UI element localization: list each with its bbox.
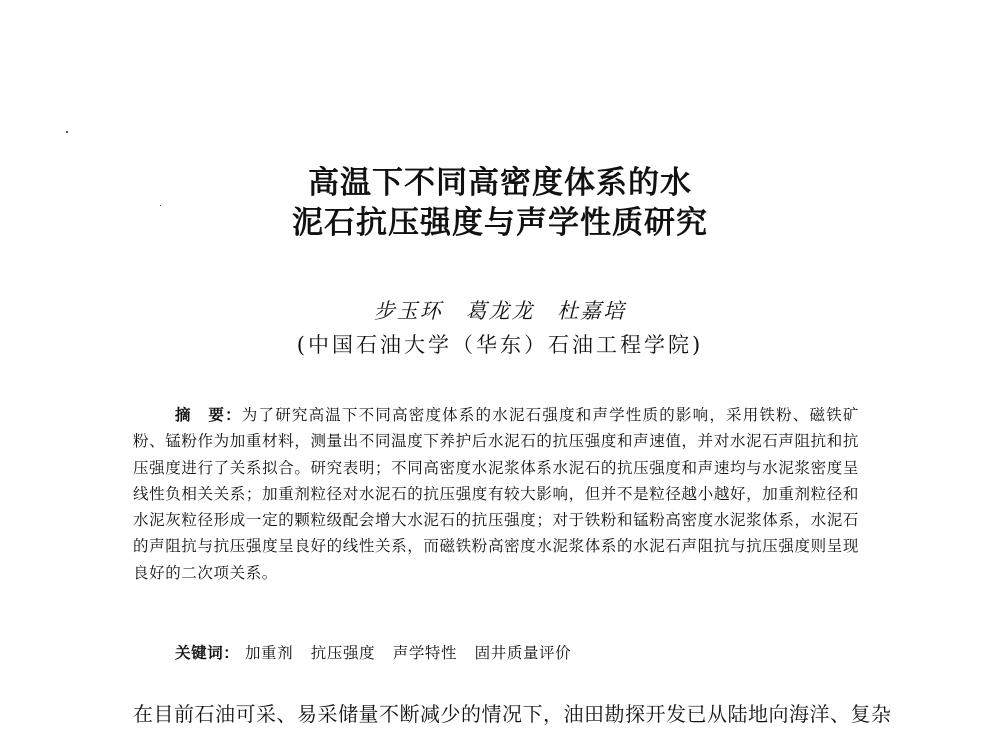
abstract-label: 摘 要： — [175, 405, 242, 424]
scan-speck — [66, 131, 68, 133]
keyword-item: 抗压强度 — [310, 644, 376, 662]
author-list: 步玉环 葛龙龙 杜嘉培 — [373, 299, 627, 323]
keyword-item: 固井质量评价 — [474, 644, 572, 662]
body-paragraph-first-line: 在目前石油可采、易采储量不断减少的情况下，油田勘探开发已从陆地向海洋、复杂 — [133, 702, 892, 726]
keywords-label: 关键词： — [175, 643, 240, 662]
author-affiliation: (中国石油大学（华东）石油工程学院) — [296, 333, 704, 357]
paper-title-line-2: 泥石抗压强度与声学性质研究 — [292, 205, 708, 241]
keyword-item: 声学特性 — [392, 644, 458, 662]
abstract — [133, 402, 859, 586]
abstract-text: 为了研究高温下不同高密度体系的水泥石强度和声学性质的影响，采用铁粉、磁铁矿粉、锰粉作为加重材料，测量出不同温度下养护后水泥石的抗压强度和声速值，并对水泥石声阻抗和抗压强度进行了关系拟合。研究表明；不同高密度水泥浆体系水泥石的抗压强度和声速均与水泥浆密度呈线性负相关关系；加重剂粒径对水泥石的抗压强度有较大影响，但并不是粒径越小越好，加重剂粒径和水泥灰粒径形成一定的颗粒级配会增大水泥石的抗压强度；对于铁粉和锰粉高密度水泥浆体系，水泥石的声阻抗与抗压强度呈良好的线性关系，而磁铁粉高密度水泥浆体系的水泥石声阻抗与抗压强度则呈现良好的二次项关系。 — [133, 406, 860, 582]
keywords — [175, 641, 875, 665]
paper-title-line-1: 高温下不同高密度体系的水 — [308, 165, 692, 201]
keyword-item: 加重剂 — [244, 644, 294, 662]
